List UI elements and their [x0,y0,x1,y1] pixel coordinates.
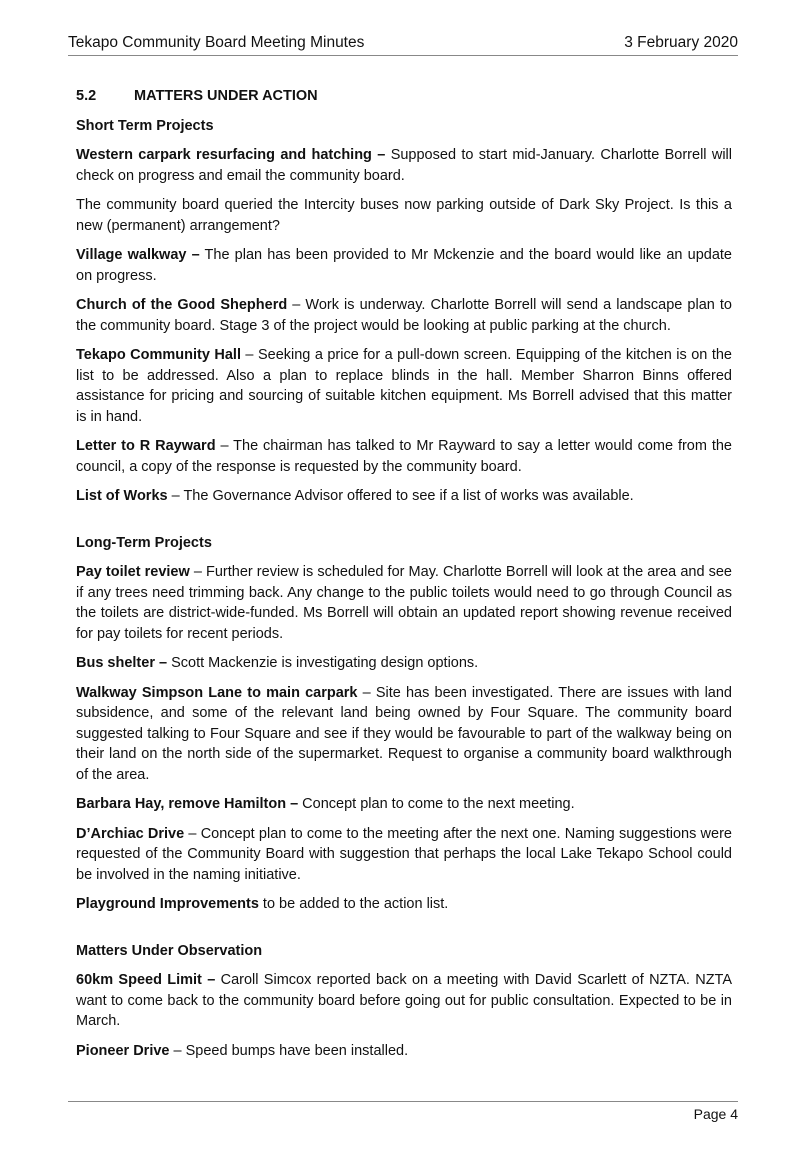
list-item [76,486,732,507]
item-text: Scott Mackenzie is investigating design options. [167,655,479,671]
short-term-heading: Short Term Projects [76,117,214,134]
list-item [76,653,732,674]
long-term-heading: Long-Term Projects [76,534,212,551]
section-number: 5.2 [76,88,97,104]
document-title: Tekapo Community Board Meeting Minutes [68,34,365,51]
item-text: Supposed to start mid-January. Charlotte Borrell will check on progress and email the community board. [76,147,733,184]
item-text: The community board queried the Intercity buses now parking outside of Dark Sky Project. Is this a new (permanent) arrangement? [76,197,732,234]
item-text: – Further review is scheduled for May. Charlotte Borrell will look at the area and see if any trees need trimming back. Any change to the public toilets would need to go through Council as the toilets are district-wide-funded. Ms Borrell will obtain an updated report showing revenue received for pay toilets for recent periods. [76,564,732,642]
item-text: Concept plan to come to the next meeting. [298,796,575,812]
list-item [76,824,732,886]
observation-heading: Matters Under Observation [76,942,263,959]
list-item [76,1041,732,1062]
list-item [76,562,732,644]
list-item [76,245,732,286]
item-title: Bus shelter – [76,655,168,671]
item-title: Western carpark resurfacing and hatching – [76,147,386,163]
item-title: Playground Improvements [76,896,259,912]
list-item [76,345,732,427]
item-title: Walkway Simpson Lane to main carpark [76,684,358,701]
list-item [76,794,732,815]
section-title: MATTERS UNDER ACTION [134,88,318,104]
item-text: – Work is underway. Charlotte Borrell will send a landscape plan to the community board. Stage 3 of the project would be looking at public parking at the church. [76,297,732,334]
list-item [76,195,732,236]
item-title: 60km Speed Limit – [76,972,216,988]
item-text: – The Governance Advisor offered to see if a list of works was available. [167,488,634,504]
page-header [68,28,738,56]
item-text: Caroll Simcox reported back on a meeting with David Scarlett of NZTA. NZTA want to come back to the community board before going out for public consultation. Expected to be in March. [76,972,733,1029]
item-title: Tekapo Community Hall [76,347,241,363]
list-item [76,295,732,336]
item-text: – Concept plan to come to the meeting after the next one. Naming suggestions were requested of the Community Board with suggestion that perhaps the local Lake Tekapo School could be involved in the naming initiative. [76,825,732,883]
long-term-list [76,562,732,915]
item-title: Letter to R Rayward [76,438,216,454]
page-content [76,86,732,1070]
item-text: The plan has been provided to Mr Mckenzie and the board would like an update on progress. [76,247,732,284]
meeting-date: 3 February 2020 [624,34,738,51]
page-number: Page 4 [693,1106,738,1122]
item-title: D’Archiac Drive [76,825,185,842]
item-title: Pioneer Drive [76,1042,170,1059]
list-item [76,970,732,1032]
section-heading [76,86,732,107]
item-text: to be added to the action list. [258,896,449,912]
item-title: Village walkway – [76,247,200,263]
item-text: – Seeking a price for a pull-down screen. Equipping of the kitchen is on the list to be addressed. Also a plan to replace blinds in the hall. Member Sharron Binns offered assistance for pricing and sourcing of suitable kitchen equipment. Ms Borrell advised that this matter is in hand. [76,347,732,425]
item-text: – The chairman has talked to Mr Rayward to say a letter would come from the council, a copy of the response is requested by the community board. [76,438,732,475]
item-title: Church of the Good Shepherd [76,297,288,313]
short-term-list [76,145,732,507]
item-text: – Site has been investigated. There are issues with land subsidence, and some of the relevant land being owned by Four Square. The community board suggested talking to Four Square and see if they would be favourable to part of the walkway being on their land on the north side of the supermarket. Request to organise a community board walkthrough of the area. [76,684,732,783]
list-item [76,683,732,786]
item-title: List of Works [76,488,168,504]
item-text: – Speed bumps have been installed. [169,1042,409,1059]
list-item [76,145,732,186]
observation-list [76,970,732,1061]
item-title: Pay toilet review [76,564,190,580]
page-footer [68,1101,738,1122]
item-title: Barbara Hay, remove Hamilton – [76,796,299,812]
list-item [76,894,732,915]
list-item [76,436,732,477]
